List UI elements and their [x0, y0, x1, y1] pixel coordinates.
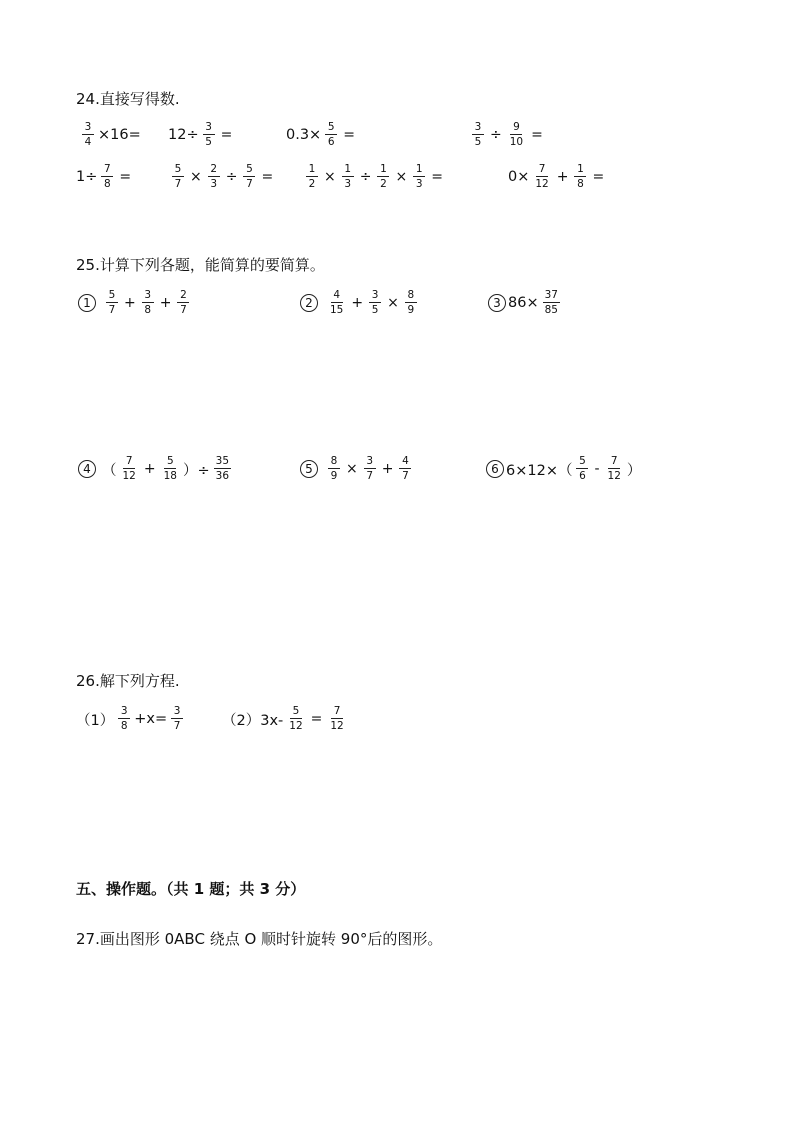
fraction [306, 164, 318, 190]
numerator: 7 [608, 456, 620, 469]
numerator: 7 [331, 706, 343, 719]
denominator: 8 [144, 304, 152, 316]
denominator: 18 [163, 470, 177, 482]
expression-text: + [381, 461, 394, 477]
fraction [413, 164, 425, 190]
expression-text: × [190, 169, 202, 185]
fraction [142, 290, 154, 316]
fraction [325, 122, 337, 148]
q26-equation-1 [76, 706, 187, 732]
expression-text: + [143, 461, 156, 477]
q25-problem-6 [486, 456, 641, 482]
denominator: 7 [402, 470, 409, 482]
fraction [574, 164, 586, 190]
q25-problem-4 [78, 456, 235, 482]
fraction [405, 290, 417, 316]
denominator: 7 [174, 178, 182, 190]
fraction [106, 290, 118, 316]
fraction [508, 122, 525, 148]
expression-text: ÷ [490, 127, 502, 143]
q24-r2-e4 [508, 164, 606, 190]
expression-text: = [343, 127, 355, 143]
denominator: 9 [330, 470, 338, 482]
expression-text: = [431, 169, 443, 185]
numerator: 5 [164, 456, 176, 469]
fraction [118, 706, 130, 732]
fraction [472, 122, 484, 148]
fraction [533, 164, 550, 190]
denominator: 10 [509, 136, 524, 148]
denominator: 5 [474, 136, 482, 148]
numerator: 1 [342, 164, 354, 177]
expression-text: 6×12×（ [506, 462, 573, 479]
expression-text: （ [102, 462, 117, 479]
numerator: 3 [142, 290, 154, 303]
q25-problem-2 [300, 290, 421, 316]
denominator: 7 [246, 178, 253, 190]
denominator: 36 [215, 470, 230, 482]
numerator: 5 [106, 290, 118, 303]
numerator: 8 [328, 456, 340, 469]
denominator: 9 [407, 304, 415, 316]
numerator: 7 [536, 164, 548, 177]
q25-problem-5 [300, 456, 415, 482]
q26-equation-2 [222, 706, 350, 732]
expression-text: + [556, 169, 569, 185]
numerator: 3 [171, 706, 183, 719]
fraction [214, 456, 231, 482]
numerator: 9 [510, 122, 522, 135]
expression-text: +x= [134, 711, 168, 727]
numerator: 7 [123, 456, 135, 469]
numerator: 5 [290, 706, 302, 719]
denominator: 5 [371, 304, 379, 316]
fraction [172, 164, 184, 190]
q24-title: 24.直接写得数. [76, 90, 180, 108]
fraction [162, 456, 179, 482]
fraction [543, 290, 560, 316]
fraction [606, 456, 623, 482]
q27-title: 27.画出图形 0ABC 绕点 O 顺时针旋转 90°后的图形。 [76, 930, 443, 948]
fraction [377, 164, 389, 190]
denominator: 7 [366, 470, 374, 482]
q24-r2-e2 [168, 164, 275, 190]
denominator: 4 [84, 136, 92, 148]
circled-number: 3 [488, 294, 506, 312]
numerator: 4 [331, 290, 343, 303]
q25-title: 25.计算下列各题，能简算的要简算。 [76, 256, 325, 274]
q25-problem-3 [488, 290, 564, 316]
expression-text: ）÷ [182, 462, 210, 479]
numerator: 3 [472, 122, 484, 135]
denominator: 12 [330, 720, 344, 732]
expression-text: + [351, 295, 364, 311]
fraction [208, 164, 220, 190]
numerator: 3 [82, 122, 94, 135]
fraction [287, 706, 304, 732]
expression-text: + [159, 295, 172, 311]
fraction [243, 164, 255, 190]
expression-text: （1） [76, 712, 115, 729]
denominator: 8 [120, 720, 128, 732]
expression-text: = [592, 169, 605, 185]
fraction [576, 456, 588, 482]
numerator: 1 [306, 164, 318, 177]
fraction [203, 122, 215, 148]
denominator: 3 [344, 178, 352, 190]
fraction [369, 290, 381, 316]
denominator: 8 [104, 178, 111, 190]
denominator: 6 [579, 470, 586, 482]
expression-text: （2）3x- [222, 712, 284, 729]
expression-text: + [124, 295, 136, 311]
q24-r2-e1 [76, 164, 133, 190]
fraction [101, 164, 113, 190]
numerator: 3 [203, 122, 215, 135]
expression-text: × [346, 461, 358, 477]
numerator: 3 [369, 290, 381, 303]
fraction [121, 456, 138, 482]
fraction [364, 456, 376, 482]
circled-number: 4 [78, 460, 96, 478]
numerator: 8 [405, 290, 417, 303]
q24-r2-e3 [302, 164, 445, 190]
numerator: 35 [215, 455, 230, 467]
denominator: 12 [122, 470, 136, 482]
numerator: 1 [413, 164, 425, 177]
denominator: 8 [577, 178, 584, 190]
q24-r1-e2 [168, 122, 234, 148]
denominator: 7 [180, 304, 187, 316]
denominator: 12 [607, 470, 621, 482]
q25-problem-1 [78, 290, 193, 316]
numerator: 5 [172, 164, 184, 177]
q26-title: 26.解下列方程. [76, 672, 180, 690]
numerator: 3 [118, 706, 130, 719]
denominator: 12 [535, 178, 549, 190]
denominator: 85 [544, 304, 558, 316]
expression-text: ÷ [225, 169, 238, 185]
expression-text: × [324, 169, 336, 185]
section-5-title: 五、操作题。（共 1 题；共 3 分） [76, 880, 306, 898]
denominator: 5 [205, 136, 212, 148]
fraction [399, 456, 411, 482]
fraction [328, 290, 345, 316]
expression-text: 1÷ [76, 169, 98, 185]
numerator: 37 [544, 289, 558, 301]
expression-text: 0.3× [286, 127, 322, 143]
circled-number: 2 [300, 294, 318, 312]
expression-text: = [119, 169, 132, 185]
denominator: 7 [173, 720, 181, 732]
denominator: 2 [308, 178, 316, 190]
numerator: 5 [325, 122, 337, 135]
expression-text: 12÷ [168, 127, 199, 143]
expression-text: × [395, 169, 408, 185]
expression-text: ×16= [98, 127, 141, 143]
denominator: 3 [415, 178, 423, 190]
fraction [328, 706, 345, 732]
fraction [342, 164, 354, 190]
expression-text: = [261, 169, 274, 185]
denominator: 7 [108, 304, 116, 316]
fraction [171, 706, 183, 732]
circled-number: 1 [78, 294, 96, 312]
q24-r1-e3 [286, 122, 357, 148]
expression-text: 86× [508, 295, 539, 311]
fraction [82, 122, 94, 148]
expression-text: - [594, 461, 600, 477]
denominator: 12 [289, 720, 303, 732]
numerator: 5 [243, 164, 255, 177]
expression-text: = [531, 127, 543, 143]
numerator: 5 [576, 456, 588, 469]
expression-text: = [310, 711, 323, 727]
circled-number: 6 [486, 460, 504, 478]
numerator: 3 [364, 456, 376, 469]
expression-text: ） [626, 462, 642, 479]
denominator: 3 [210, 178, 218, 190]
numerator: 1 [377, 164, 389, 177]
fraction [328, 456, 340, 482]
numerator: 1 [574, 164, 586, 177]
numerator: 4 [399, 456, 411, 469]
denominator: 2 [380, 178, 387, 190]
expression-text: × [387, 295, 399, 311]
numerator: 2 [177, 290, 189, 303]
q24-r1-e4 [468, 122, 545, 148]
expression-text: 0× [508, 169, 530, 185]
numerator: 2 [208, 164, 220, 177]
denominator: 15 [330, 304, 344, 316]
numerator: 7 [101, 164, 113, 177]
denominator: 6 [327, 136, 335, 148]
fraction [177, 290, 189, 316]
expression-text: = [220, 127, 233, 143]
q24-r1-e1 [78, 122, 141, 148]
circled-number: 5 [300, 460, 318, 478]
expression-text: ÷ [359, 169, 372, 185]
